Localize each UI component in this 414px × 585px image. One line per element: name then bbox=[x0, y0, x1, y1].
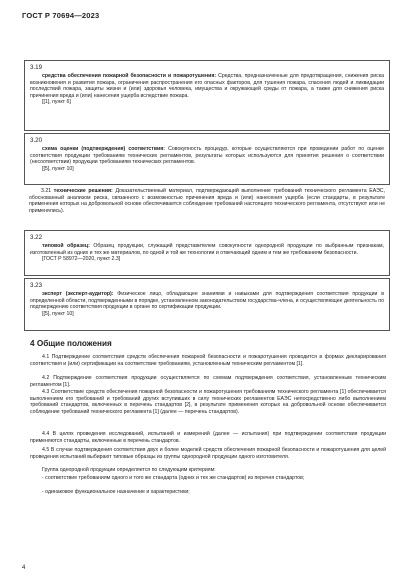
definition-text bbox=[30, 291, 384, 311]
definition-3-22 bbox=[24, 230, 390, 276]
section-title: 4 Общие положения bbox=[30, 339, 112, 348]
definition-3-19 bbox=[24, 60, 390, 131]
definition-term: эксперт (эксперт-аудитор): bbox=[42, 291, 114, 297]
definition-number: 3.22 bbox=[30, 234, 43, 241]
definition-3-20 bbox=[24, 133, 390, 185]
paragraph-4-5: 4.5 В случае подтверждения соответствия двух и более моделей средств обеспечения пожарной безопасности и пожаротушения для целей проведения испытаний выбирают типовые образцы из группы однородной продукции одного изготовителя. bbox=[30, 447, 386, 460]
paragraph-criteria-intro: Группа однородной продукции определяется по следующим критериям: bbox=[42, 467, 216, 473]
definition-3-23 bbox=[24, 278, 390, 331]
definition-reference: [[5], пункт 10] bbox=[42, 310, 74, 317]
definition-text bbox=[30, 73, 384, 99]
page-header-title: ГОСТ Р 70694—2023 bbox=[22, 11, 100, 20]
definition-body: Образец продукции, служащий представителем совокупности однородной продукции по выбранным признакам, изготовленный из одних и тех же материалов, по одной и той же технологии и отвечающий одним и тем же требованиям безопасности. bbox=[30, 243, 384, 256]
definition-body: Средства, предназначенные для предотвращения, снижения риска возникновения и развития пожара, ограничения распространения его опасных факторов, для тушения пожара, спасения людей и ликвидации последствий пожара, защиты жизни и (или) здоровья человека, имущества и окружающей среды от пожара, а также для снижения риска причинения вреда и (или) нанесения ущерба вследствие пожара. bbox=[30, 73, 384, 99]
definition-reference: [[5], пункт 10] bbox=[42, 165, 74, 172]
paragraph-4-2: 4.2 Подтверждение соответствия продукции осуществляется по схемам подтверждения соответствия, установленным техническим регламентом [1]. bbox=[30, 375, 386, 388]
definition-reference: [[1], пункт 6] bbox=[42, 99, 71, 106]
definition-term: технические решения: bbox=[53, 188, 113, 194]
paragraph-4-4: 4.4 В целях проведения исследований, испытаний и измерений (далее — испытания) при подтверждении соответствия продукции применяются стандарты, включенные в перечень стандартов. bbox=[30, 431, 386, 444]
definition-reference: [ГОСТ Р 58972—2020, пункт 2.3] bbox=[42, 256, 121, 263]
definition-number: 3.20 bbox=[30, 137, 43, 144]
list-item: - соответствие требованиям одного и того же стандарта (одних и тех же стандартов) из перечня стандартов; bbox=[42, 475, 305, 481]
definition-text bbox=[29, 188, 385, 214]
definition-number: 3.19 bbox=[30, 64, 43, 71]
definition-term: схема оценки (подтверждения) соответствия: bbox=[42, 146, 165, 152]
definition-body: Доказательственный материал, подтверждающий выполнение требований технического регламента ЕАЭС, обоснованный анализом риска, связанного с возможностью причинения вреда и (или) нанесения ущерба (если стандарты, в результате применения которых на добровольной основе обеспечивается соблюдение требований настоящего технического регламента, отсутствуют или не применялись). bbox=[29, 188, 385, 214]
paragraph-4-1: 4.1 Подтверждение соответствия средств обеспечения пожарной безопасности и пожаротушения проводится в формах декларирования соответствия и (или) сертификации на соответствие требованиям, установленным техническим регламентом [1]. bbox=[30, 354, 386, 367]
definition-text bbox=[30, 243, 384, 256]
definition-body: Физическое лицо, обладающее знаниями и навыками для подтверждения соответствия продукции в определенной области, подтвержденными в порядке, установленном законодательством государства-члена, и осуществляющее деятельность по подтверждению соответствия продукции в органе по сертификации продукции. bbox=[30, 291, 384, 311]
definition-term: средства обеспечения пожарной безопасности и пожаротушения: bbox=[42, 73, 217, 79]
definition-number: 3.23 bbox=[30, 282, 43, 289]
paragraph-4-3: 4.3 Соответствие средств обеспечения пожарной безопасности и пожаротушения требованиям технического регламента [1] обеспечивается выполнением его требований и требований других вступивших в силу технических регламентов ЕАЭС непосредственно либо выполнением требований стандартов, включенных в перечень стандартов [2], в результате применения которых на добровольной основе обеспечивается соблюдение требований технического регламента [1] (далее — перечень стандартов). bbox=[30, 389, 386, 415]
definition-number: 3.21 bbox=[41, 188, 52, 194]
definition-body: Совокупность процедур, которые осуществляются при проведении работ по оценке соответствия продукции требованиям технических регламентов, результаты которых используются для принятия решения о соответствии (несоответствии) продукции требованиям технических регламентов. bbox=[30, 146, 384, 166]
definition-term: типовой образец: bbox=[42, 243, 90, 249]
page-number: 4 bbox=[22, 565, 26, 571]
list-item: - одинаковое функциональное назначение и характеристики; bbox=[42, 489, 190, 495]
definition-3-21 bbox=[24, 188, 390, 214]
definition-text bbox=[30, 146, 384, 166]
